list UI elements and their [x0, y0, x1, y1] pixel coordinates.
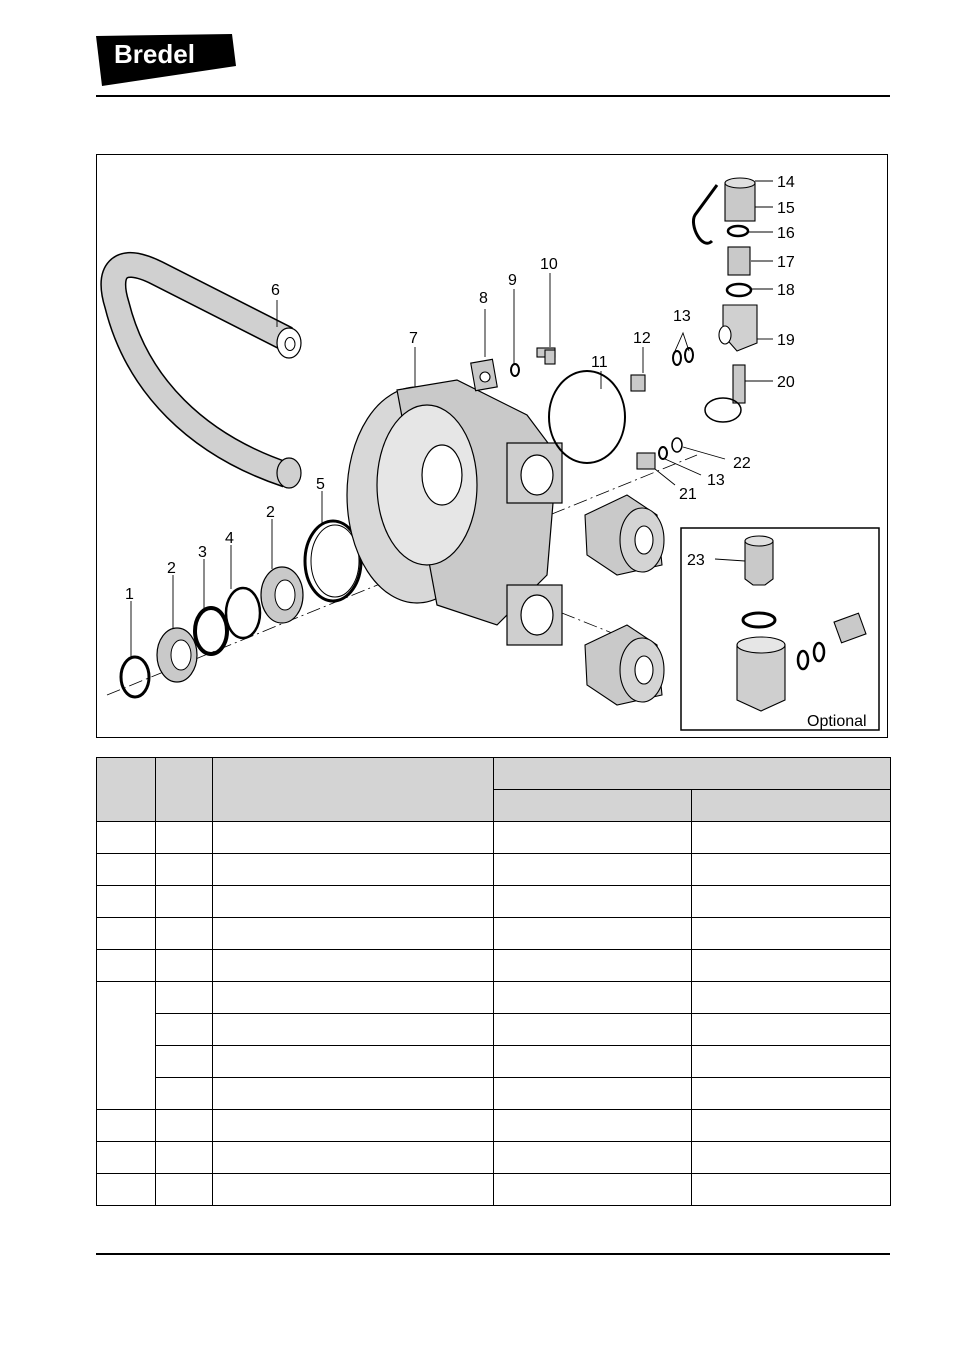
table-cell: [156, 1174, 213, 1206]
callout-20: 20: [777, 374, 795, 391]
table-row: [97, 1078, 891, 1110]
header-cell: [213, 758, 494, 822]
ring-parts: [121, 521, 361, 697]
table-cell: [213, 1142, 494, 1174]
header-cell: [156, 758, 213, 822]
table-cell: [97, 1142, 156, 1174]
table-cell: [494, 1046, 692, 1078]
table-cell: [692, 1174, 891, 1206]
callout-7: 7: [409, 330, 418, 347]
table-row: [97, 982, 891, 1014]
callout-16: 16: [777, 225, 795, 242]
callout-3: 3: [198, 544, 207, 561]
table-row: [97, 1174, 891, 1206]
callout-4: 4: [225, 530, 234, 547]
table-cell: [213, 886, 494, 918]
table-cell: [494, 886, 692, 918]
table-cell: [97, 950, 156, 982]
table-cell: [97, 918, 156, 950]
table-row: [97, 918, 891, 950]
table-cell: [692, 1110, 891, 1142]
table-header-row: [97, 758, 891, 790]
bredel-logo: [96, 34, 236, 86]
table-cell: [692, 822, 891, 854]
table-cell: [97, 822, 156, 854]
table-cell: [494, 1174, 692, 1206]
table-row: [97, 886, 891, 918]
table-cell: [692, 1142, 891, 1174]
table-cell: [156, 822, 213, 854]
header-rule: [96, 95, 890, 97]
port-flange-parts: [585, 495, 664, 705]
retaining-ring-part: [549, 371, 625, 463]
table-cell: [494, 982, 692, 1014]
bracket-bolt-parts: [471, 348, 555, 391]
table-cell: [156, 854, 213, 886]
callout-17: 17: [777, 254, 795, 271]
table-cell: [213, 982, 494, 1014]
table-cell: [156, 886, 213, 918]
table-row: [97, 1046, 891, 1078]
pump-housing-part: [347, 380, 562, 645]
callout-13b: 13: [707, 472, 725, 489]
table-row: [97, 822, 891, 854]
table-cell: [494, 854, 692, 886]
breather-assembly-parts: [693, 178, 757, 422]
callout-18: 18: [777, 282, 795, 299]
callout-10: 10: [540, 256, 558, 273]
lower-plug-parts: [637, 438, 682, 469]
callout-2b: 2: [266, 504, 275, 521]
callout-11: 11: [591, 354, 608, 371]
footer-rule: [96, 1253, 890, 1255]
callout-23: 23: [687, 552, 705, 569]
table-cell: [213, 950, 494, 982]
exploded-view-figure: [96, 154, 888, 738]
table-cell: [97, 1174, 156, 1206]
table-row: [97, 1014, 891, 1046]
callout-9: 9: [508, 272, 517, 289]
table-cell: [494, 822, 692, 854]
table-cell: [494, 1078, 692, 1110]
table-cell: [97, 982, 156, 1110]
table-cell: [692, 950, 891, 982]
table-cell: [156, 950, 213, 982]
table-cell: [156, 1078, 213, 1110]
table-cell: [213, 918, 494, 950]
table-cell: [692, 1046, 891, 1078]
table-cell: [494, 918, 692, 950]
table-cell: [156, 1110, 213, 1142]
table-cell: [494, 1110, 692, 1142]
header-cell: [494, 790, 692, 822]
optional-label: Optional: [807, 713, 867, 730]
optional-inset: [681, 528, 879, 730]
callout-22: 22: [733, 455, 751, 472]
table-cell: [692, 886, 891, 918]
logo-text: Bredel: [114, 39, 195, 69]
callout-8: 8: [479, 290, 488, 307]
callout-6: 6: [271, 282, 280, 299]
table-cell: [213, 1110, 494, 1142]
table-cell: [494, 1142, 692, 1174]
header-cell: [494, 758, 891, 790]
table-row: [97, 1142, 891, 1174]
table-cell: [494, 950, 692, 982]
callout-13a: 13: [673, 308, 691, 325]
table-cell: [692, 1014, 891, 1046]
table-row: [97, 950, 891, 982]
callout-21: 21: [679, 486, 697, 503]
callout-5: 5: [316, 476, 325, 493]
table-cell: [692, 982, 891, 1014]
table-cell: [213, 1014, 494, 1046]
header-cell: [97, 758, 156, 822]
callout-2a: 2: [167, 560, 176, 577]
table-cell: [156, 1046, 213, 1078]
header-cell: [692, 790, 891, 822]
table-cell: [97, 854, 156, 886]
parts-table: [96, 757, 891, 1206]
table-cell: [692, 854, 891, 886]
callout-14: 14: [777, 174, 795, 191]
table-cell: [213, 1046, 494, 1078]
table-cell: [156, 1014, 213, 1046]
table-cell: [213, 822, 494, 854]
table-row: [97, 1110, 891, 1142]
table-cell: [97, 1110, 156, 1142]
table-cell: [692, 918, 891, 950]
callout-19: 19: [777, 332, 795, 349]
table-cell: [213, 1174, 494, 1206]
callout-1: 1: [125, 586, 134, 603]
table-cell: [213, 1078, 494, 1110]
table-cell: [156, 982, 213, 1014]
table-cell: [494, 1014, 692, 1046]
table-cell: [692, 1078, 891, 1110]
table-row: [97, 854, 891, 886]
plug-oring-parts: [631, 348, 693, 391]
table-cell: [213, 854, 494, 886]
table-cell: [97, 886, 156, 918]
callout-15: 15: [777, 200, 795, 217]
table-cell: [156, 918, 213, 950]
callout-12: 12: [633, 330, 651, 347]
table-cell: [156, 1142, 213, 1174]
